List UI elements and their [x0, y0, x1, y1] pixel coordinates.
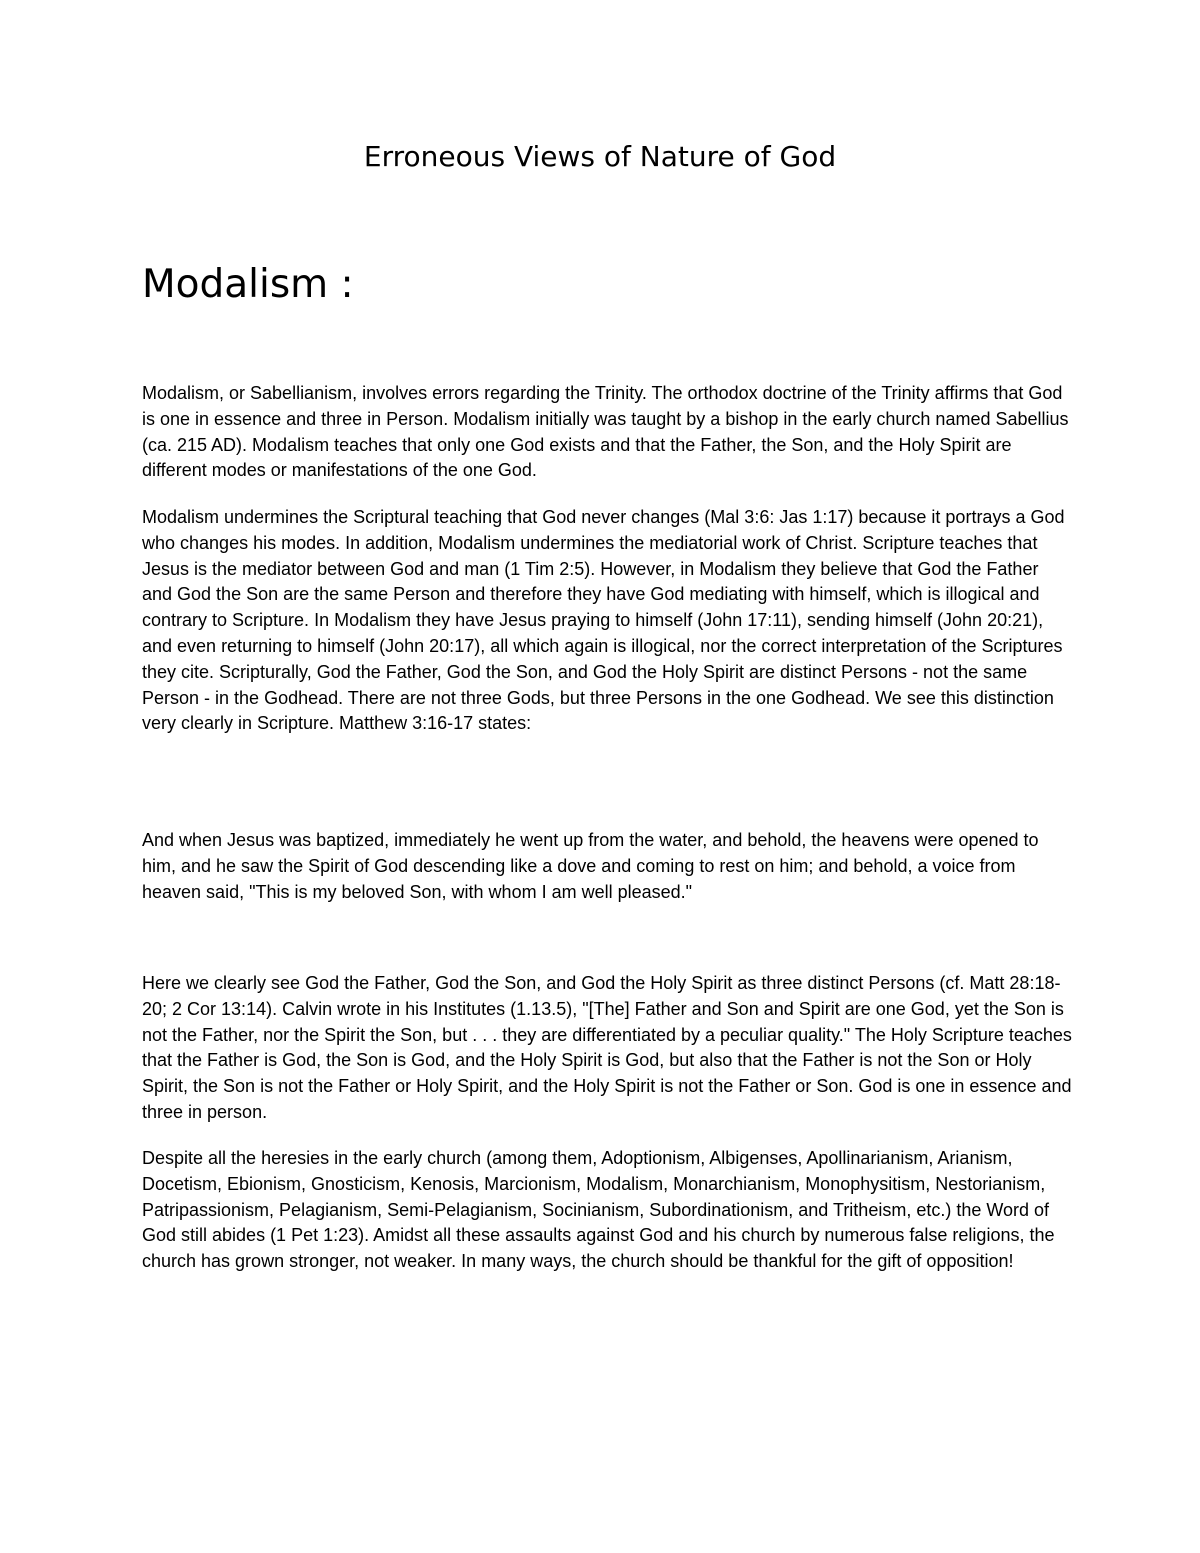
paragraph-heresies: Despite all the heresies in the early church (among them, Adoptionism, Albigenses, Apollinarianism, Arianism, Docetism, Ebionism, Gnosticism, Kenosis, Marcionism, Modalism, Monarchianism, Monophysitism, Nestorianism, Patripassionism, Pelagianism, Semi-Pelagianism, Socinianism, Subordinationism, and Tritheism, etc.) the Word of God still abides (1 Pet 1:23). Amidst all these assaults against God and his church by numerous false religions, the church has grown stronger, not weaker. In many ways, the church should be thankful for the gift of opposition! [142, 1148, 1055, 1272]
paragraph-scripture-quote: And when Jesus was baptized, immediately he went up from the water, and behold, the heavens were opened to him, and he saw the Spirit of God descending like a dove and coming to rest on him; and behold, a voice from heaven said, "This is my beloved Son, with whom I am well pleased." [142, 830, 1039, 902]
paragraph-definition: Modalism, or Sabellianism, involves errors regarding the Trinity. The orthodox doctrine of the Trinity affirms that God is one in essence and three in Person. Modalism initially was taught by a bishop in the early church named Sabellius (ca. 215 AD). Modalism teaches that only one God exists and that the Father, the Son, and the Holy Spirit are different modes or manifestations of the one God. [142, 383, 1069, 481]
paragraph-critique: Modalism undermines the Scriptural teaching that God never changes (Mal 3:6: Jas 1:17) because it portrays a God who changes his modes. In addition, Modalism undermines the mediatorial work of Christ. Scripture teaches that Jesus is the mediator between God and man (1 Tim 2:5). However, in Modalism they believe that God the Father and God the Son are the same Person and therefore they have God mediating with himself, which is illogical and contrary to Scripture. In Modalism they have Jesus praying to himself (John 17:11), sending himself (John 20:21), and even returning to himself (John 20:17), all which again is illogical, nor the correct interpretation of the Scriptures they cite. Scripturally, God the Father, God the Son, and God the Holy Spirit are distinct Persons - not the same Person - in the Godhead. There are not three Gods, but three Persons in the one Godhead. We see this distinction very clearly in Scripture. Matthew 3:16-17 states: [142, 507, 1065, 734]
document-title: Erroneous Views of Nature of God [363, 140, 837, 173]
paragraph-distinct-persons: Here we clearly see God the Father, God the Son, and God the Holy Spirit as three distinct Persons (cf. Matt 28:18-20; 2 Cor 13:14). Calvin wrote in his Institutes (1.13.5), "[The] Father and Son and Spirit are one God, yet the Son is not the Father, nor the Spirit the Son, but . . . they are differentiated by a peculiar quality." The Holy Scripture teaches that the Father is God, the Son is God, and the Holy Spirit is God, but also that the Father is not the Son or Holy Spirit, the Son is not the Father or Holy Spirit, and the Holy Spirit is not the Father or Son. God is one in essence and three in person. [142, 973, 1072, 1122]
section-heading-modalism: Modalism : [142, 262, 354, 307]
